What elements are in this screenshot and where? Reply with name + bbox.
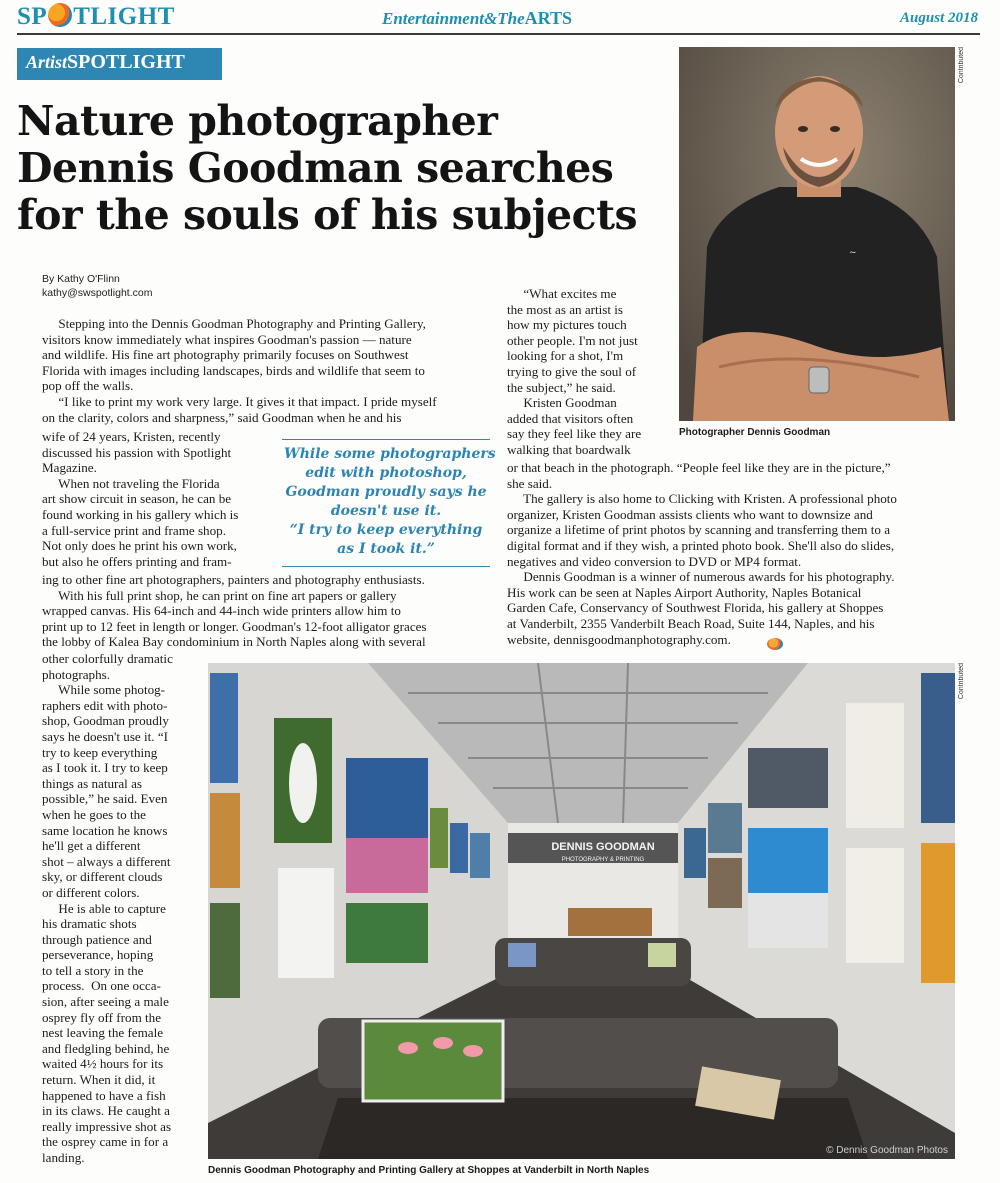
article-line: Garden Cafe, Conservancy of Southwest Florida, his gallery at Shoppes: [507, 600, 884, 616]
article-line: looking for a shot, I'm: [507, 348, 624, 364]
pull-quote-line: doesn't use it.: [330, 503, 442, 519]
article-line: the osprey came in for a: [42, 1134, 169, 1150]
pull-quote-line: edit with photoshop,: [305, 465, 467, 481]
article-line: art show circuit in season, he can be: [42, 491, 232, 507]
article-line: Dennis Goodman is a winner of numerous awards for his photography.: [507, 569, 895, 585]
gallery-photo: [208, 663, 955, 1159]
headline-line: Dennis Goodman searches: [17, 144, 614, 192]
portrait-credit: Contributed: [958, 47, 965, 84]
article-line: website, dennisgoodmanphotography.com.: [507, 631, 731, 647]
article-line: Florida with images including landscapes, birds and wildlife that seem to: [42, 362, 425, 378]
article-line: waited 4½ hours for its: [42, 1056, 164, 1072]
portrait-photo: [679, 47, 955, 421]
gallery-sign-title: DENNIS GOODMAN: [551, 841, 655, 853]
article-line: the lobby of Kalea Bay condominium in North Naples along with several: [42, 634, 426, 650]
article-line: to tell a story in the: [42, 962, 144, 978]
article-line: other colorfully dramatic: [42, 651, 173, 666]
masthead-logo: [17, 3, 175, 31]
article-text-block: [507, 460, 897, 647]
portrait-illustration: [679, 47, 955, 421]
masthead-pre: SP: [17, 3, 48, 30]
article-line: she said.: [507, 475, 553, 491]
article-line: in its claws. He caught a: [42, 1103, 170, 1119]
article-line: how my pictures touch: [507, 317, 627, 333]
article-line: photographs.: [42, 666, 111, 682]
article-line: Magazine.: [42, 460, 97, 476]
article-line: when he goes to the: [42, 806, 146, 822]
article-line: really impressive shot as: [42, 1118, 172, 1134]
article-line: trying to give the soul of: [507, 363, 637, 379]
article-line: or different colors.: [42, 884, 140, 900]
article-line: print up to 12 feet in length or longer. Goodman's 12-foot alligator graces: [42, 618, 427, 634]
article-line: found working in his gallery which is: [42, 506, 239, 522]
gallery-credit: Contributed: [958, 663, 965, 700]
article-line: Not only does he print his own work,: [42, 538, 237, 554]
article-line: organize a lifetime of print photos by scanning and transferring them to a: [507, 522, 891, 538]
header-divider: [17, 33, 980, 35]
article-line: walking that boardwalk: [507, 441, 631, 457]
article-line: but also he offers printing and fram-: [42, 553, 232, 569]
article-line: return. When it did, it: [42, 1072, 156, 1088]
gallery-illustration: [208, 663, 955, 1159]
pull-quote-line: Goodman proudly says he: [285, 484, 487, 500]
masthead-post: TLIGHT: [73, 3, 175, 30]
article-line: say they feel like they are: [507, 426, 642, 442]
article-line: discussed his passion with Spotlight: [42, 444, 232, 460]
article-line: nest leaving the female: [42, 1025, 164, 1041]
headline-line: for the souls of his subjects: [17, 191, 638, 239]
article-line: The gallery is also home to Clicking with Kristen. A professional photo: [507, 491, 897, 507]
section-title: [382, 8, 572, 29]
article-line: When not traveling the Florida: [42, 475, 220, 491]
article-line: osprey fly off from the: [42, 1009, 162, 1025]
article-line: as I took it. I try to keep: [42, 760, 168, 776]
article-line: things as natural as: [42, 775, 142, 791]
article-line: “I like to print my work very large. It gives it that impact. I pride myself: [42, 393, 437, 409]
svg-text:~: ~: [849, 248, 857, 258]
article-line: sky, or different clouds: [42, 869, 163, 885]
section-title-part2: ARTS: [524, 8, 573, 28]
article-line: process. On one occa-: [42, 978, 161, 994]
article-line: His work can be seen at Naples Airport Authority, Naples Botanical: [507, 584, 862, 600]
article-line: the subject,” he said.: [507, 379, 616, 395]
article-line: organizer, Kristen Goodman assists clients who want to downsize and: [507, 506, 873, 522]
pull-quote: [282, 439, 496, 567]
article-line: other people. I'm not just: [507, 332, 638, 348]
badge-artist-label: Artist: [26, 52, 68, 72]
section-title-part1: Entertainment&The: [382, 9, 525, 28]
gallery-watermark: © Dennis Goodman Photos: [826, 1145, 948, 1156]
article-line: ing to other fine art photographers, painters and photography enthusiasts.: [42, 572, 425, 587]
pull-quote-line: “I try to keep everything: [289, 522, 483, 538]
portrait-caption: Photographer Dennis Goodman: [679, 427, 831, 438]
article-line: landing.: [42, 1150, 85, 1165]
article-line: negatives and video conversion to DVD or MP4 format.: [507, 553, 802, 569]
article-line: “What excites me: [507, 286, 617, 301]
article-line: the most as an artist is: [507, 301, 624, 317]
article-line: pop off the walls.: [42, 378, 134, 394]
article-line: possible,” he said. Even: [42, 791, 168, 807]
article-line: or that beach in the photograph. “People feel like they are in the picture,”: [507, 460, 891, 475]
article-line: sion, after seeing a male: [42, 994, 169, 1010]
article-text-block: [42, 651, 173, 1166]
headline-line: Nature photographer: [17, 97, 498, 145]
article-line: visitors know immediately what inspires Goodman's passion — nature: [42, 331, 412, 347]
article-line: and wildlife. His fine art photography primarily focuses on Southwest: [42, 347, 409, 363]
article-line: wrapped canvas. His 64-inch and 44-inch wide printers allow him to: [42, 603, 401, 619]
article-line: same location he knows: [42, 822, 168, 838]
badge-spotlight-label: SPOTLIGHT: [67, 51, 185, 73]
article-line: digital format and if they wish, a printed photo book. She'll also do slides,: [507, 537, 895, 553]
article-line: added that visitors often: [507, 410, 634, 426]
article-line: at Vanderbilt, 2355 Vanderbilt Beach Road, Suite 144, Naples, and his: [507, 615, 875, 631]
article-line: He is able to capture: [42, 900, 166, 916]
gallery-caption: Dennis Goodman Photography and Printing Gallery at Shoppes at Vanderbilt in North Naples: [208, 1165, 650, 1176]
article-line: wife of 24 years, Kristen, recently: [42, 429, 221, 444]
pull-quote-line: as I took it.”: [337, 541, 435, 557]
article-line: While some photog-: [42, 682, 166, 698]
article-line: on the clarity, colors and sharpness,” said Goodman when he and his: [42, 409, 402, 425]
article-line: Stepping into the Dennis Goodman Photography and Printing Gallery,: [42, 316, 426, 331]
byline-email: kathy@swspotlight.com: [42, 287, 153, 299]
article-line: Kristen Goodman: [507, 395, 617, 411]
byline: [42, 272, 152, 300]
article-line: perseverance, hoping: [42, 947, 154, 963]
issue-date: August 2018: [900, 10, 978, 26]
article-line: he'll get a different: [42, 838, 141, 854]
pull-quote-line: While some photographers: [284, 446, 496, 462]
article-line: shot – always a different: [42, 853, 171, 869]
article-line: a full-service print and frame shop.: [42, 522, 226, 538]
article-line: his dramatic shots: [42, 916, 137, 932]
article-text-block: [42, 316, 437, 425]
article-line: shop, Goodman proudly: [42, 713, 169, 729]
artist-spotlight-badge: [17, 48, 222, 80]
article-line: and fledgling behind, he: [42, 1040, 170, 1056]
article-line: happened to have a fish: [42, 1087, 166, 1103]
headline: [17, 98, 667, 239]
article-line: With his full print shop, he can print on fine art papers or gallery: [42, 587, 397, 603]
end-mark-icon: [767, 638, 783, 650]
article-line: try to keep everything: [42, 744, 158, 760]
article-line: says he doesn't use it. “I: [42, 728, 168, 744]
gallery-sign-subtitle: PHOTOGRAPHY & PRINTING: [561, 857, 645, 863]
byline-author: By Kathy O'Flinn: [42, 273, 120, 285]
article-text-block: [42, 429, 238, 569]
sun-logo-icon: [48, 3, 72, 27]
article-line: raphers edit with photo-: [42, 697, 168, 713]
article-text-block: [507, 286, 641, 458]
article-line: through patience and: [42, 931, 152, 947]
article-text-block: [42, 572, 427, 650]
